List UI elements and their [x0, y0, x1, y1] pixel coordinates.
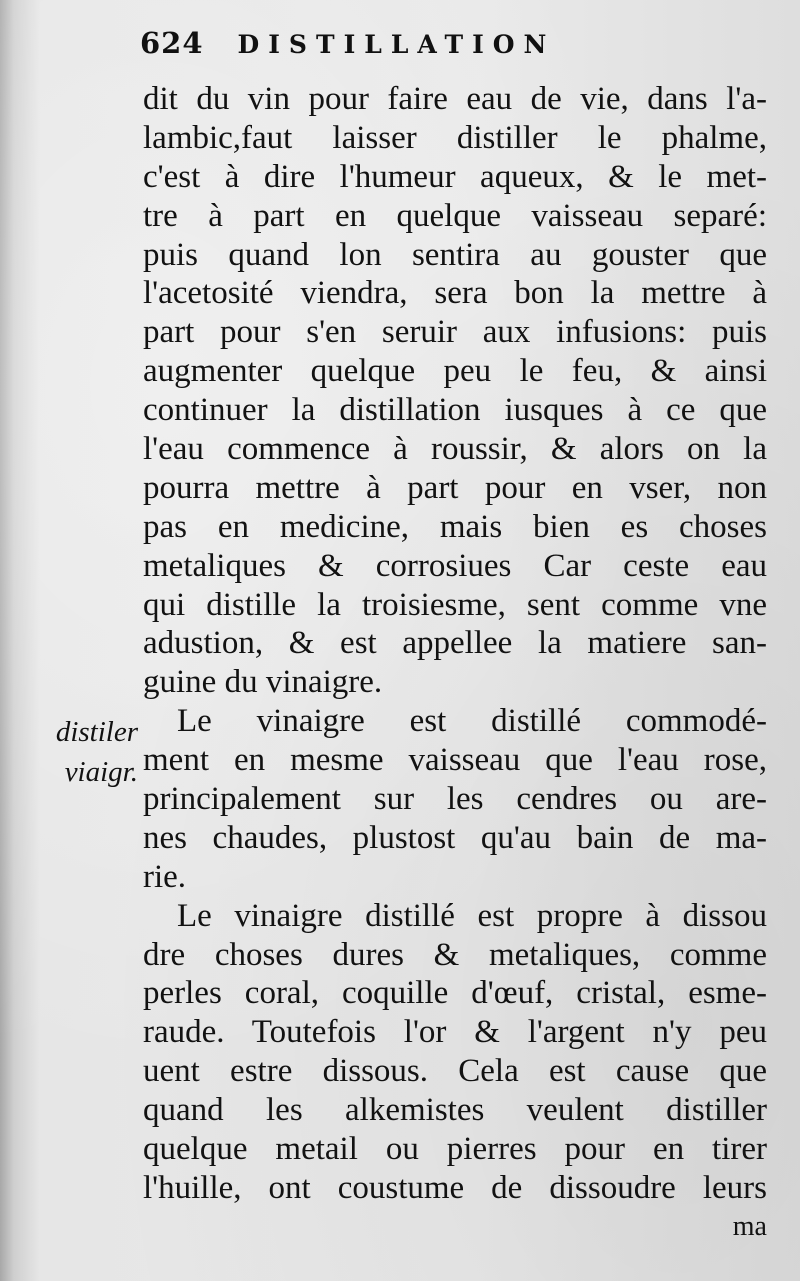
text-line: l'huille, ont coustume de dissoudre leurs: [143, 1169, 767, 1206]
text-line: tre à part en quelque vaisseau separé:: [143, 197, 767, 234]
text-line: c'est à dire l'humeur aqueux, & le met-: [143, 158, 767, 195]
text-line: rie.: [143, 858, 187, 895]
marginal-note-line: distiler: [55, 716, 138, 748]
text-line: puis quand lon sentira au gouster que: [143, 236, 767, 273]
text-line: nes chaudes, plustost qu'au bain de ma-: [143, 819, 767, 856]
text-line: Le vinaigre distillé est propre à dissou: [177, 897, 767, 934]
marginal-note-line: viaigr.: [64, 756, 138, 788]
text-line: qui distille la troisiesme, sent comme vne: [143, 586, 767, 623]
text-line: adustion, & est appellee la matiere san-: [143, 625, 767, 662]
text-line: raude. Toutefois l'or & l'argent n'y peu: [143, 1014, 767, 1051]
text-line: augmenter quelque peu le feu, & ainsi: [143, 353, 767, 390]
catchword: ma: [732, 1210, 767, 1242]
text-line: metaliques & corrosiues Car ceste eau: [143, 547, 767, 584]
marginal-note: [30, 712, 138, 792]
text-line: dit du vin pour faire eau de vie, dans l'a-: [143, 81, 767, 117]
text-line: part pour s'en seruir aux infusions: puis: [143, 314, 767, 351]
body-text: [143, 80, 767, 1247]
text-line: l'acetosité viendra, sera bon la mettre à: [143, 275, 767, 312]
text-line: lambic,faut laisser distiller le phalme,: [143, 119, 767, 156]
text-line: continuer la distillation iusques à ce que: [143, 392, 767, 429]
text-line: quand les alkemistes veulent distiller: [143, 1092, 767, 1129]
text-line: ment en mesme vaisseau que l'eau rose,: [143, 742, 767, 779]
text-line: perles coral, coquille d'œuf, cristal, esme-: [143, 975, 767, 1012]
text-line: dre choses dures & metaliques, comme: [143, 936, 767, 973]
page-number: 624: [140, 26, 204, 60]
text-line: guine du vinaigre.: [143, 664, 383, 701]
running-title: DISTILLATION: [237, 30, 556, 59]
text-line: Le vinaigre est distillé commodé-: [177, 703, 767, 740]
text-line: quelque metail ou pierres pour en tirer: [143, 1131, 767, 1168]
text-line: uent estre dissous. Cela est cause que: [143, 1053, 767, 1090]
text-line: l'eau commence à roussir, & alors on la: [143, 431, 767, 468]
running-header: [140, 26, 555, 66]
text-line: principalement sur les cendres ou are-: [143, 781, 767, 818]
text-line: pourra mettre à part pour en vser, non: [143, 469, 767, 506]
text-line: pas en medicine, mais bien es choses: [143, 508, 767, 545]
